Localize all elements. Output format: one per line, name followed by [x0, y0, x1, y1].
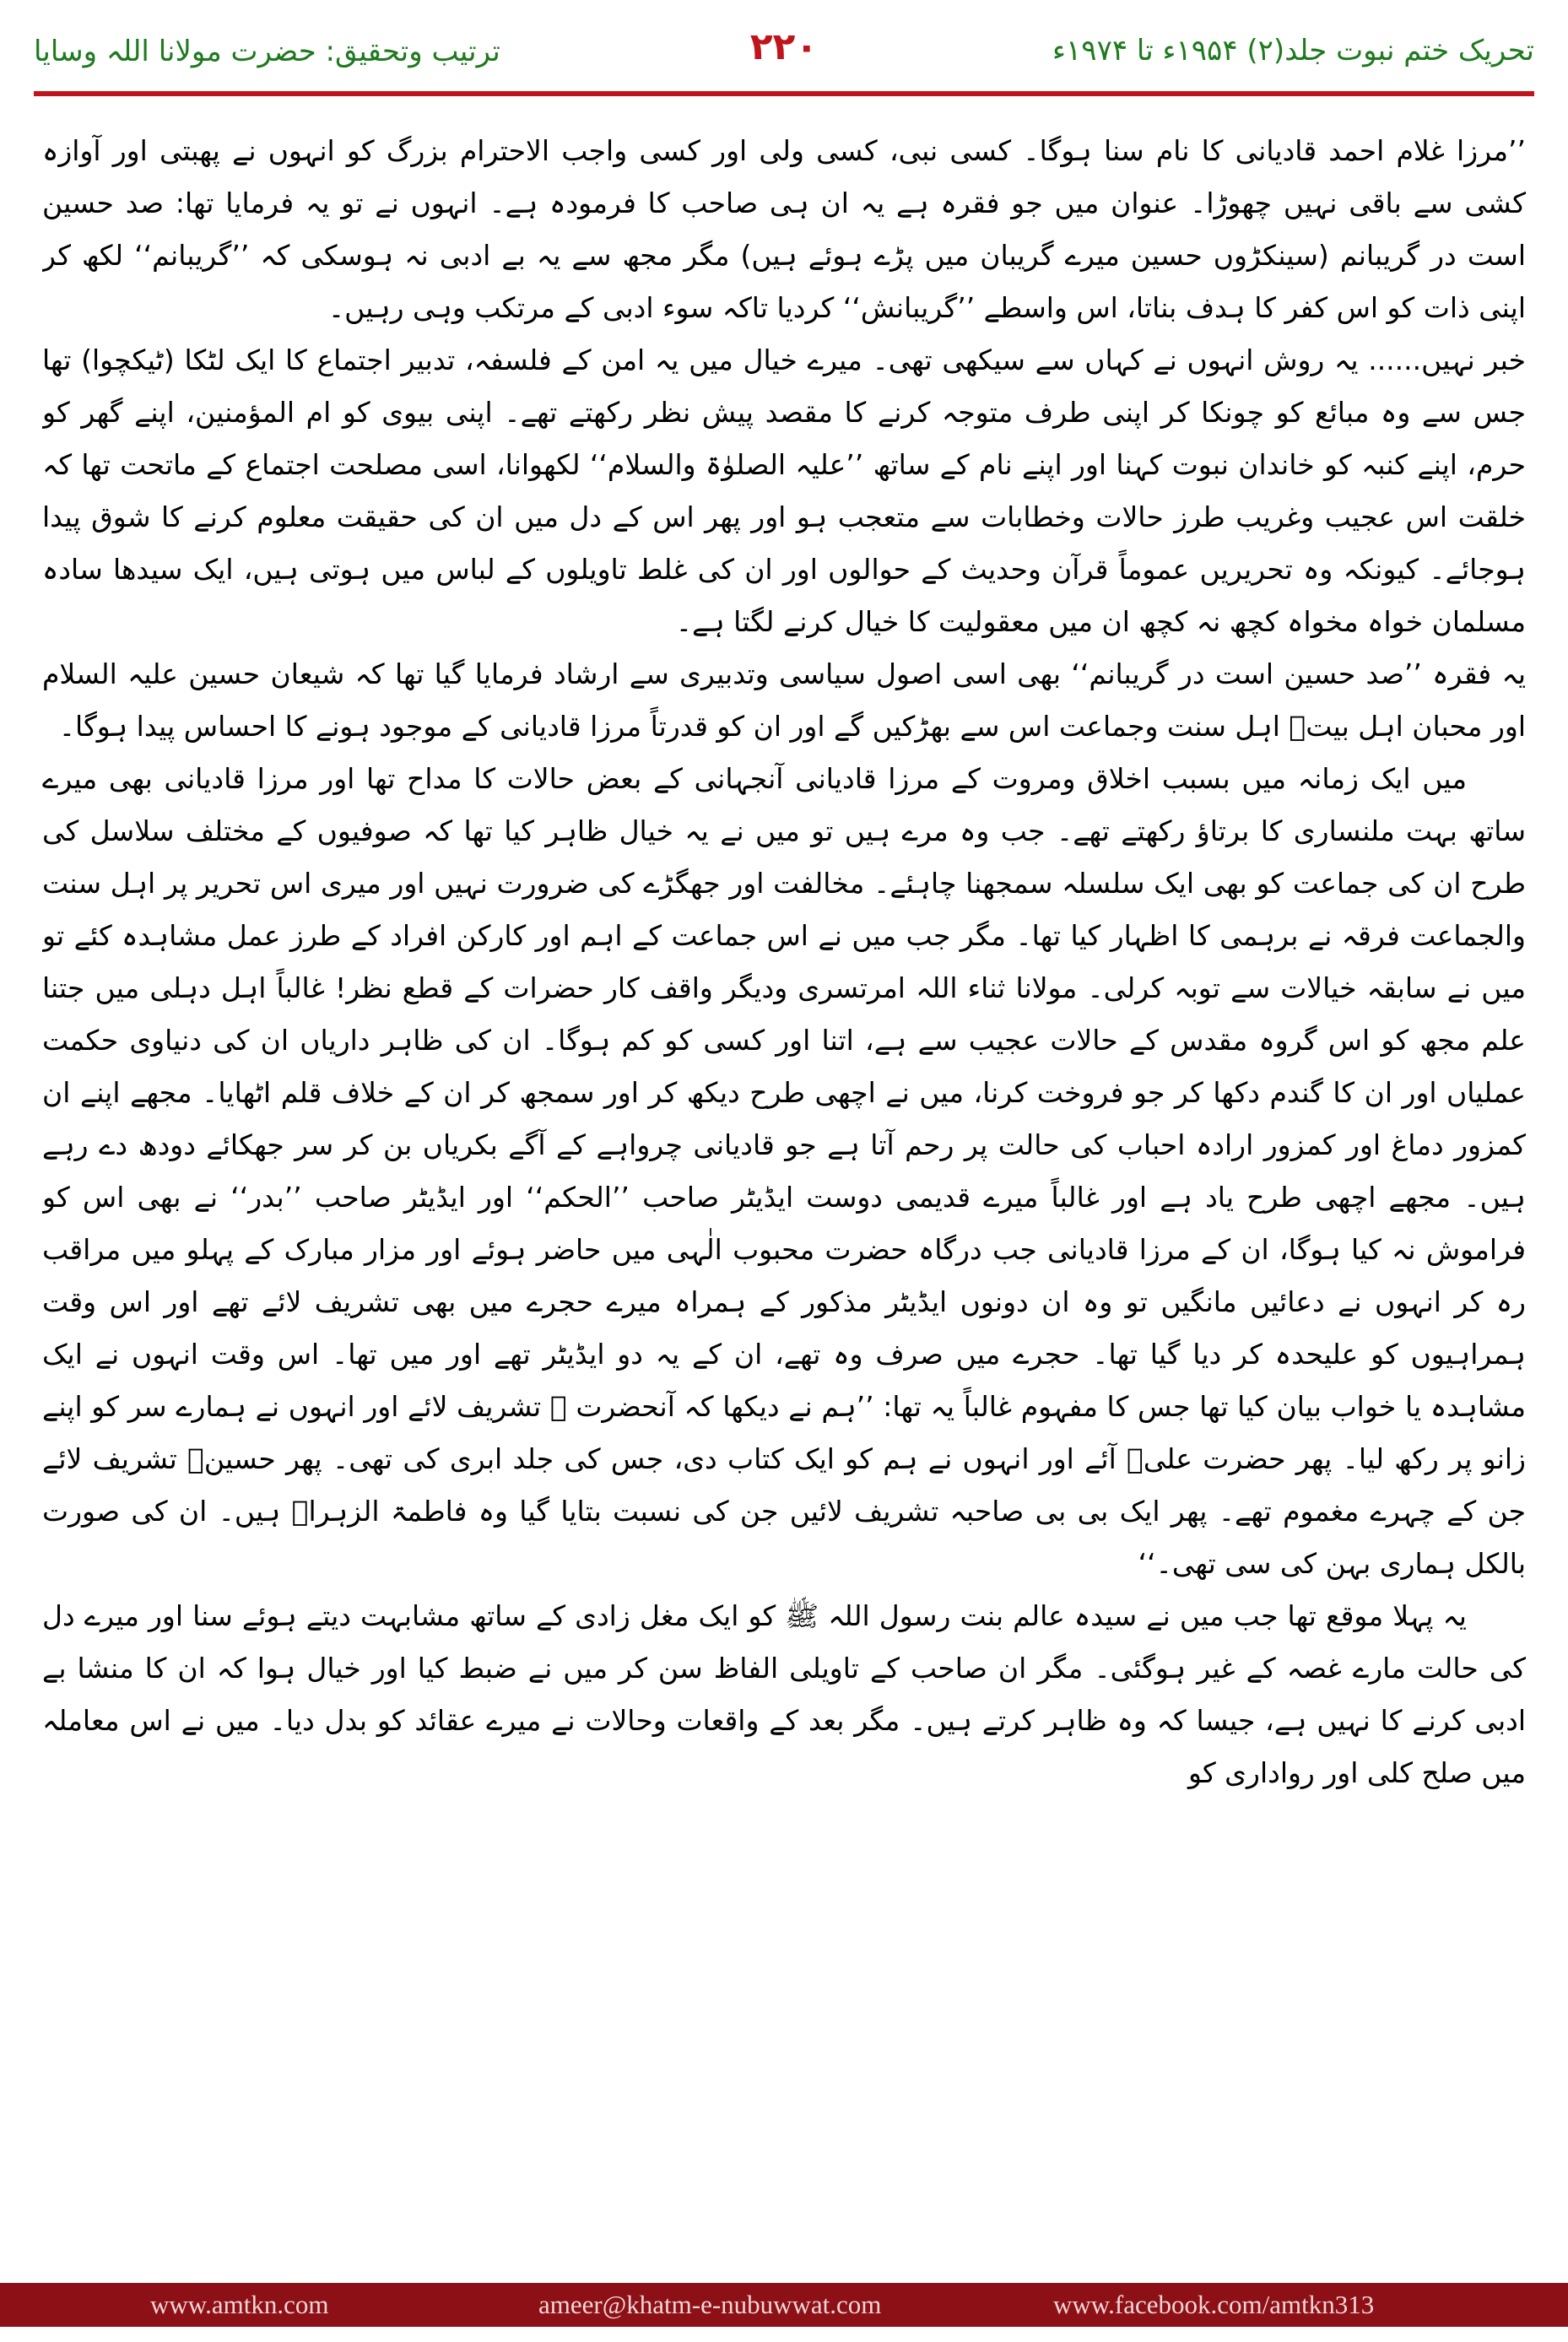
paragraph-3: یہ فقرہ ’’صد حسین است در گریبانم‘‘ بھی اسی اصول سیاسی وتدبیری سے ارشاد فرمایا گیا تھا کہ شیعان حسین علیہ السلام اور محبان اہل بیتؓ اہل سنت وجماعت اس سے بھڑکیں گے اور ان کو قدرتاً مرزا قادیانی کے موجود ہونے کا احساس پیدا ہوگا۔ [42, 657, 1526, 743]
paragraph-4: میں ایک زمانہ میں بسبب اخلاق ومروت کے مرزا قادیانی آنجہانی کے بعض حالات کا مداح تھا اور مرزا قادیانی بھی میرے ساتھ بہت ملنساری کا برتاؤ رکھتے تھے۔ جب وہ مرے ہیں تو میں نے یہ خیال ظاہر کیا تھا کہ صوفیوں کے مختلف سلاسل کی طرح ان کی جماعت کو بھی ایک سلسلہ سمجھنا چاہئے۔ مخالفت اور جھگڑے کی ضرورت نہیں اور میری اس تحریر پر اہل سنت والجماعت فرقہ نے برہمی کا اظہار کیا تھا۔ مگر جب میں نے اس جماعت کے اہم اور کارکن افراد کے طرز عمل مشاہدہ کئے تو میں نے سابقہ خیالات سے توبہ کرلی۔ مولانا ثناء اللہ امرتسری ودیگر واقف کار حضرات کے قطع نظر! غالباً اہل دہلی میں جتنا علم مجھ کو اس گروہ مقدس کے حالات عجیب سے ہے، اتنا اور کسی کو کم ہوگا۔ ان کی ظاہر داریاں ان کی دنیاوی حکمت عملیاں اور ان کا گندم دکھا کر جو فروخت کرنا، میں نے اچھی طرح دیکھ کر اور سمجھ کر ان کے خلاف قلم اٹھایا۔ مجھے اپنے ان کمزور دماغ اور کمزور ارادہ احباب کی حالت پر رحم آتا ہے جو قادیانی چرواہے کے آگے بکریاں بن کر سر جھکائے دودھ دے رہے ہیں۔ مجھے اچھی طرح یاد ہے اور غالباً میرے قدیمی دوست ایڈیٹر صاحب ’’الحکم‘‘ اور ایڈیٹر صاحب ’’بدر‘‘ نے بھی اس کو فراموش نہ کیا ہوگا، ان کے مرزا قادیانی جب درگاہ حضرت محبوب الٰہی میں حاضر ہوئے اور مزار مبارک کے پہلو میں مراقب رہ کر انہوں نے دعائیں مانگیں تو وہ ان دونوں ایڈیٹر مذکور کے ہمراہ میرے حجرے میں بھی تشریف لائے تھے اور اس وقت ہمراہیوں کو علیحدہ کر دیا گیا تھا۔ حجرے میں صرف وہ تھے، ان کے یہ دو ایڈیٹر تھے اور میں تھا۔ اس وقت انہوں نے ایک مشاہدہ یا خواب بیان کیا تھا جس کا مفہوم غالباً یہ تھا: ’’ہم نے دیکھا کہ آنحضرت ﷺ تشریف لائے اور انہوں نے ہمارے سر کو اپنے زانو پر رکھ لیا۔ پھر حضرت علیؓ آئے اور انہوں نے ہم کو ایک کتاب دی، جس کی جلد ابری کی تھی۔ پھر حسینؓ تشریف لائے جن کے چہرے مغموم تھے۔ پھر ایک بی بی صاحبہ تشریف لائیں جن کی نسبت بتایا گیا وہ فاطمۃ الزہراؓ ہیں۔ ان کی صورت بالکل ہماری بہن کی سی تھی۔‘‘ [42, 762, 1526, 1580]
paragraph-2: خبر نہیں...... یہ روش انہوں نے کہاں سے سیکھی تھی۔ میرے خیال میں یہ امن کے فلسفہ، تدبیر اجتماع کا ایک لٹکا (ٹیکچوا) تھا جس سے وہ مبائع کو چونکا کر اپنی طرف متوجہ کرنے کا مقصد پیش نظر رکھتے تھے۔ اپنی بیوی کو ام المؤمنین، اپنے گھر کو حرم، اپنے کنبہ کو خاندان نبوت کہنا اور اپنے نام کے ساتھ ’’علیہ الصلوٰۃ والسلام‘‘ لکھوانا، اسی مصلحت اجتماع کے ماتحت تھا کہ خلقت اس عجیب وغریب طرز حالات وخطابات سے متعجب ہو اور پھر اس کے دل میں ان کی حقیقت معلوم کرنے کا شوق پیدا ہوجائے۔ کیونکہ وہ تحریریں عموماً قرآن وحدیث کے حوالوں اور ان کی غلط تاویلوں کے لباس میں ہوتی ہیں، ایک سیدھا سادہ مسلمان خواہ مخواہ کچھ نہ کچھ ان میں معقولیت کا خیال کرنے لگتا ہے۔ [42, 343, 1526, 638]
page-footer [0, 2283, 1568, 2327]
page-header [0, 0, 1568, 100]
website-link[interactable]: www.amtkn.com [150, 2290, 329, 2319]
compiler-credit: ترتیب وتحقیق: حضرت مولانا اللہ وسایا [34, 35, 500, 68]
page-number: ۲۲۰ [749, 25, 819, 68]
email-link[interactable]: ameer@khatm-e-nubuwwat.com [538, 2290, 882, 2319]
page-body [42, 125, 1526, 2260]
paragraph-5: یہ پہلا موقع تھا جب میں نے سیدہ عالم بنت رسول اللہ ﷺ کو ایک مغل زادی کے ساتھ مشابہت دیتے ہوئے سنا اور میرے دل کی حالت مارے غصہ کے غیر ہوگئی۔ مگر ان صاحب کے تاویلی الفاظ سن کر میں نے ضبط کیا اور خیال ہوا کہ ان کا منشا بے ادبی کرنے کا نہیں ہے، جیسا کہ وہ ظاہر کرتے ہیں۔ مگر بعد کے واقعات وحالات نے میرے عقائد کو بدل دیا۔ میں نے اس معاملہ میں صلح کلی اور رواداری کو [42, 1599, 1526, 1789]
facebook-link[interactable]: www.facebook.com/amtkn313 [1053, 2290, 1375, 2319]
header-divider [34, 91, 1534, 96]
book-title: تحریک ختم نبوت جلد(۲) ۱۹۵۴ء تا ۱۹۷۴ء [1052, 34, 1534, 68]
paragraph-1: ’’مرزا غلام احمد قادیانی کا نام سنا ہوگا۔ کسی نبی، کسی ولی اور کسی واجب الاحترام بزرگ کو انہوں نے پھبتی اور آوازہ کشی سے باقی نہیں چھوڑا۔ عنوان میں جو فقرہ ہے یہ ان ہی صاحب کا فرمودہ ہے۔ انہوں نے تو یہ فرمایا تھا: صد حسین است در گریبانم (سینکڑوں حسین میرے گریبان میں پڑے ہوئے ہیں) مگر مجھ سے یہ بے ادبی نہ ہوسکی کہ ’’گریبانم‘‘ لکھ کر اپنی ذات کو اس کفر کا ہدف بناتا، اس واسطے ’’گریبانش‘‘ کردیا تاکہ سوء ادبی کے مرتکب وہی رہیں۔ [42, 134, 1526, 324]
